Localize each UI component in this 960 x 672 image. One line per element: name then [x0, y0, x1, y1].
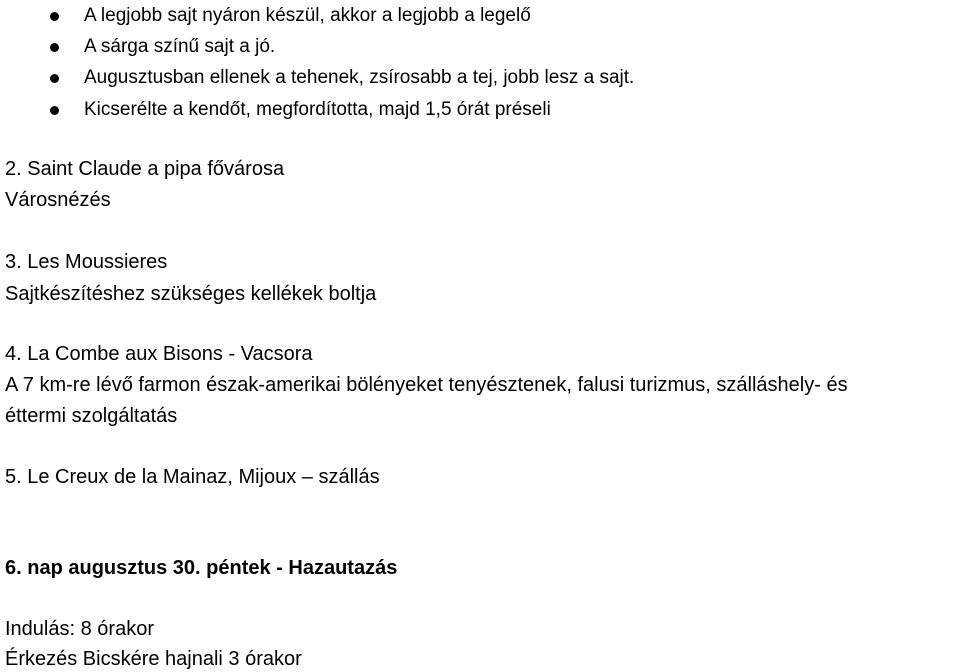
- bullet-text: Kicserélte a kendőt, megfordította, majd 1,5 órát préseli: [84, 99, 551, 120]
- bullet-item: [0, 96, 960, 126]
- day-6-heading: 6. nap augusztus 30. péntek - Hazautazás: [5, 557, 398, 579]
- section-5-title: 5. Le Creux de la Mainaz, Mijoux – szállás: [5, 466, 380, 488]
- bullet-text: A sárga színű sajt a jó.: [84, 36, 276, 57]
- section-4-text-line-1: A 7 km-re lévő farmon észak-amerikai bölényeket tenyésztenek, falusi turizmus, szálláshely- és: [5, 374, 848, 396]
- section-4-title: 4. La Combe aux Bisons - Vacsora: [5, 343, 313, 365]
- section-4-text-line-2: éttermi szolgáltatás: [5, 405, 178, 427]
- bullet-item: [0, 2, 960, 32]
- section-2-text: Városnézés: [5, 189, 111, 211]
- bullet-text: Augusztusban ellenek a tehenek, zsírosabb a tej, jobb lesz a sajt.: [84, 67, 635, 88]
- departure-text: Indulás: 8 órakor: [5, 618, 154, 640]
- section-3-title: 3. Les Moussieres: [5, 251, 168, 273]
- bullet-dot: [50, 12, 59, 21]
- bullet-dot: [50, 43, 59, 52]
- bullet-dot: [50, 74, 59, 83]
- bullet-item: [0, 64, 960, 94]
- arrival-text: Érkezés Bicskére hajnali 3 órakor: [5, 648, 302, 670]
- section-3-text: Sajtkészítéshez szükséges kellékek boltja: [5, 283, 377, 305]
- bullet-dot: [50, 106, 59, 115]
- bullet-item: [0, 33, 960, 63]
- bullet-text: A legjobb sajt nyáron készül, akkor a legjobb a legelő: [84, 5, 531, 26]
- section-2-title: 2. Saint Claude a pipa fővárosa: [5, 158, 285, 180]
